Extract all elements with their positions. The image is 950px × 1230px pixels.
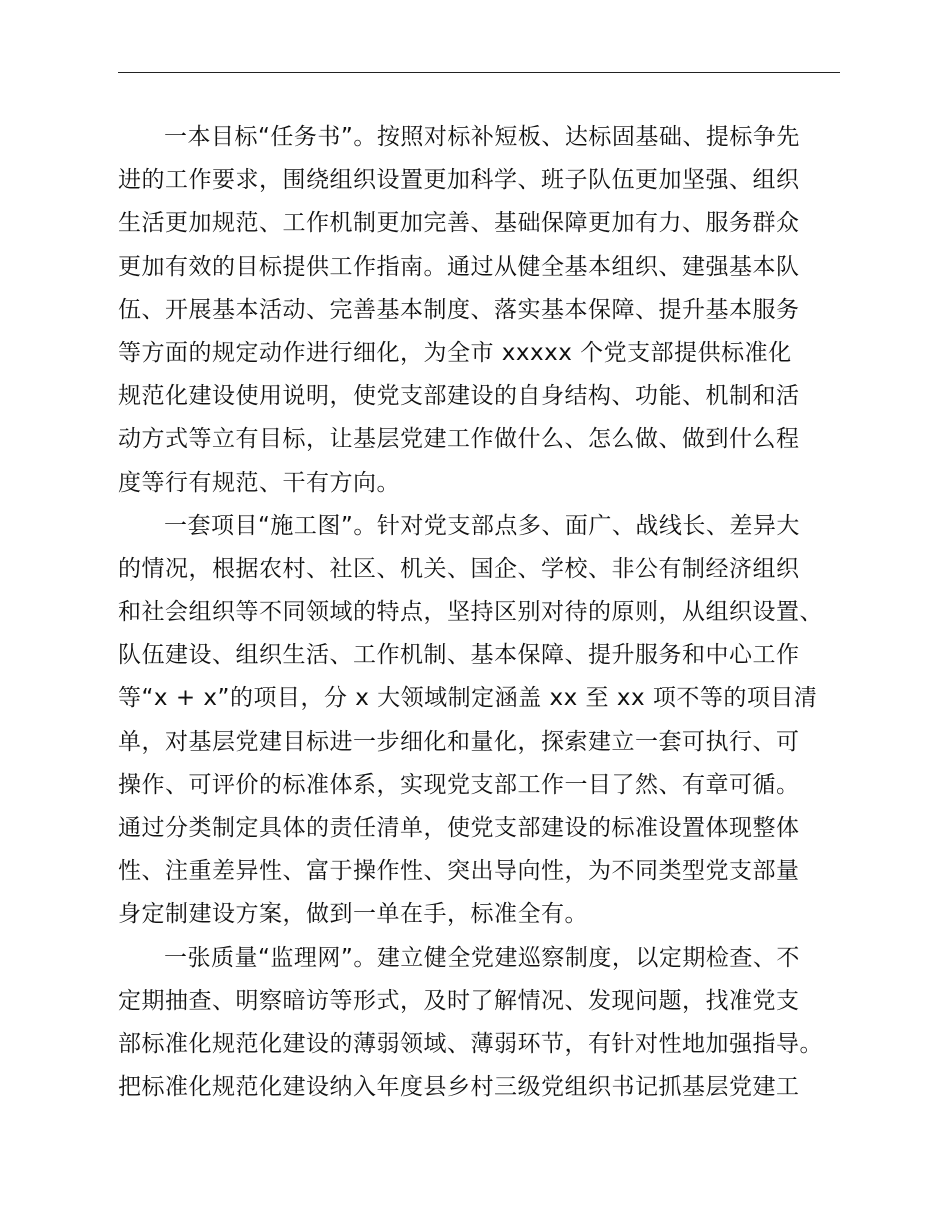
text-line: 规范化建设使用说明，使党支部建设的自身结构、功能、机制和活 [118, 383, 800, 410]
text-line: 度等行有规范、干有方向。 [118, 469, 400, 496]
text-line: 伍、开展基本活动、完善基本制度、落实基本保障、提升基本服务 [118, 296, 800, 323]
text-line: 更加有效的目标提供工作指南。通过从健全基本组织、建强基本队 [118, 253, 800, 280]
text-line: 等“x + x”的项目，分 x 大领域制定涵盖 xx 至 xx 项不等的项目清 [118, 685, 818, 712]
text-line: 的情况，根据农村、社区、机关、国企、学校、非公有制经济组织 [118, 555, 800, 582]
text-line: 操作、可评价的标准体系，实现党支部工作一目了然、有章可循。 [118, 771, 800, 798]
text-line: 一本目标“任务书”。按照对标补短板、达标固基础、提标争先 [164, 124, 800, 150]
text-line: 等方面的规定动作进行细化，为全市 xxxxx 个党支部提供标准化 [118, 339, 792, 366]
text-line: 进的工作要求，围绕组织设置更加科学、班子队伍更加坚强、组织 [118, 167, 800, 194]
header-rule [118, 72, 840, 73]
document-body [118, 116, 858, 1109]
text-line: 生活更加规范、工作机制更加完善、基础保障更加有力、服务群众 [118, 210, 800, 237]
text-line: 通过分类制定具体的责任清单，使党支部建设的标准设置体现整体 [118, 815, 800, 841]
text-line: 和社会组织等不同领域的特点，坚持区别对待的原则，从组织设置、 [118, 599, 823, 626]
text-line: 性、注重差异性、富于操作性、突出导向性，为不同类型党支部量 [118, 858, 800, 885]
text-line: 动方式等立有目标，让基层党建工作做什么、怎么做、做到什么程 [118, 426, 800, 453]
text-line: 定期抽查、明察暗访等形式，及时了解情况、发现问题，找准党支 [118, 987, 800, 1014]
text-line: 一套项目“施工图”。针对党支部点多、面广、战线长、差异大 [164, 512, 800, 539]
text-line: 身定制建设方案，做到一单在手，标准全有。 [118, 901, 588, 928]
text-line: 部标准化规范化建设的薄弱领域、薄弱环节，有针对性地加强指导。 [118, 1030, 823, 1057]
text-line: 单，对基层党建目标进一步细化和量化，探索建立一套可执行、可 [118, 728, 800, 755]
text-line: 一张质量“监理网”。建立健全党建巡察制度，以定期检查、不 [164, 944, 800, 971]
text-line: 队伍建设、组织生活、工作机制、基本保障、提升服务和中心工作 [118, 642, 800, 669]
text-line: 把标准化规范化建设纳入年度县乡村三级党组织书记抓基层党建工 [118, 1074, 800, 1101]
